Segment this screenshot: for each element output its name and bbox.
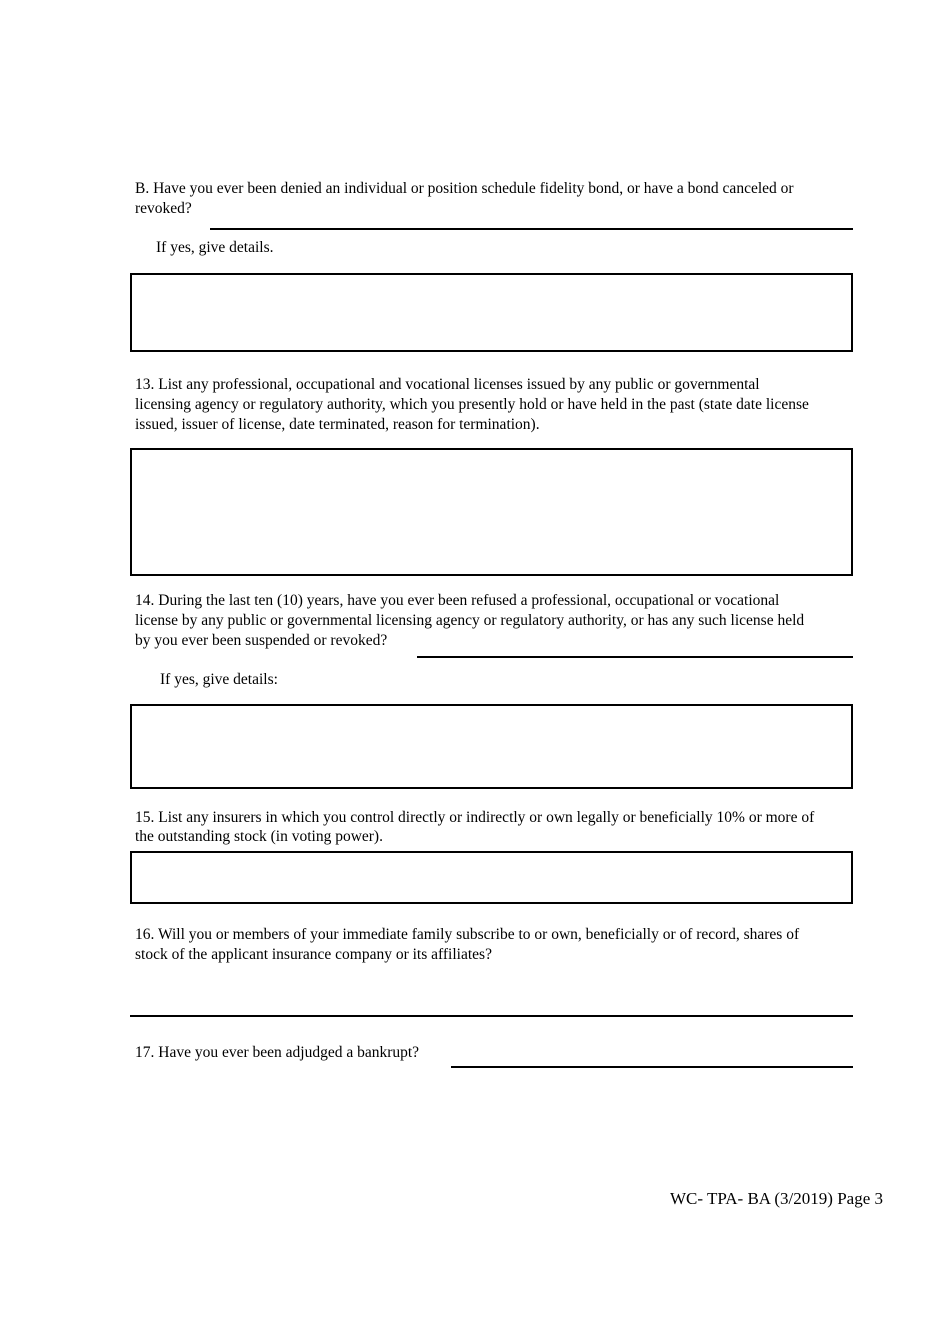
q12b-details-box[interactable] bbox=[130, 273, 853, 352]
q15-insurers-box[interactable] bbox=[130, 851, 853, 904]
q14-text-line3: by you ever been suspended or revoked? bbox=[135, 632, 388, 649]
q14-answer-line[interactable] bbox=[417, 656, 853, 658]
q15-text-line2: the outstanding stock (in voting power). bbox=[135, 828, 383, 845]
q16-text-line1: 16. Will you or members of your immediate family subscribe to or own, beneficially or of record, shares of bbox=[135, 926, 800, 943]
q12b-text-line2: revoked? bbox=[135, 200, 192, 217]
q12b-details-prompt: If yes, give details. bbox=[156, 239, 274, 256]
q15-text-line1: 15. List any insurers in which you control directly or indirectly or own legally or beneficially 10% or more of bbox=[135, 809, 815, 826]
q14-details-box[interactable] bbox=[130, 704, 853, 789]
q14-text-line1: 14. During the last ten (10) years, have you ever been refused a professional, occupational or vocational bbox=[135, 592, 780, 609]
q17-answer-line[interactable] bbox=[451, 1066, 853, 1068]
footer-form-id: WC- TPA- BA (3/2019) Page 3 bbox=[670, 1189, 883, 1208]
q16-answer-line[interactable] bbox=[130, 1015, 853, 1017]
q13-text-line2: licensing agency or regulatory authority, which you presently hold or have held in the past (state date license bbox=[135, 396, 809, 413]
q13-licenses-box[interactable] bbox=[130, 448, 853, 576]
q13-text-line3: issued, issuer of license, date terminated, reason for termination). bbox=[135, 416, 540, 433]
q12b-answer-line[interactable] bbox=[210, 228, 853, 230]
q13-text-line1: 13. List any professional, occupational and vocational licenses issued by any public or governmental bbox=[135, 376, 760, 393]
q16-text-line2: stock of the applicant insurance company or its affiliates? bbox=[135, 946, 492, 963]
q12b-text-line1: B. Have you ever been denied an individual or position schedule fidelity bond, or have a bond canceled or bbox=[135, 180, 794, 197]
q14-text-line2: license by any public or governmental licensing agency or regulatory authority, or has any such license held bbox=[135, 612, 805, 629]
q17-text-line1: 17. Have you ever been adjudged a bankrupt? bbox=[135, 1044, 420, 1061]
q14-details-prompt: If yes, give details: bbox=[160, 671, 278, 688]
